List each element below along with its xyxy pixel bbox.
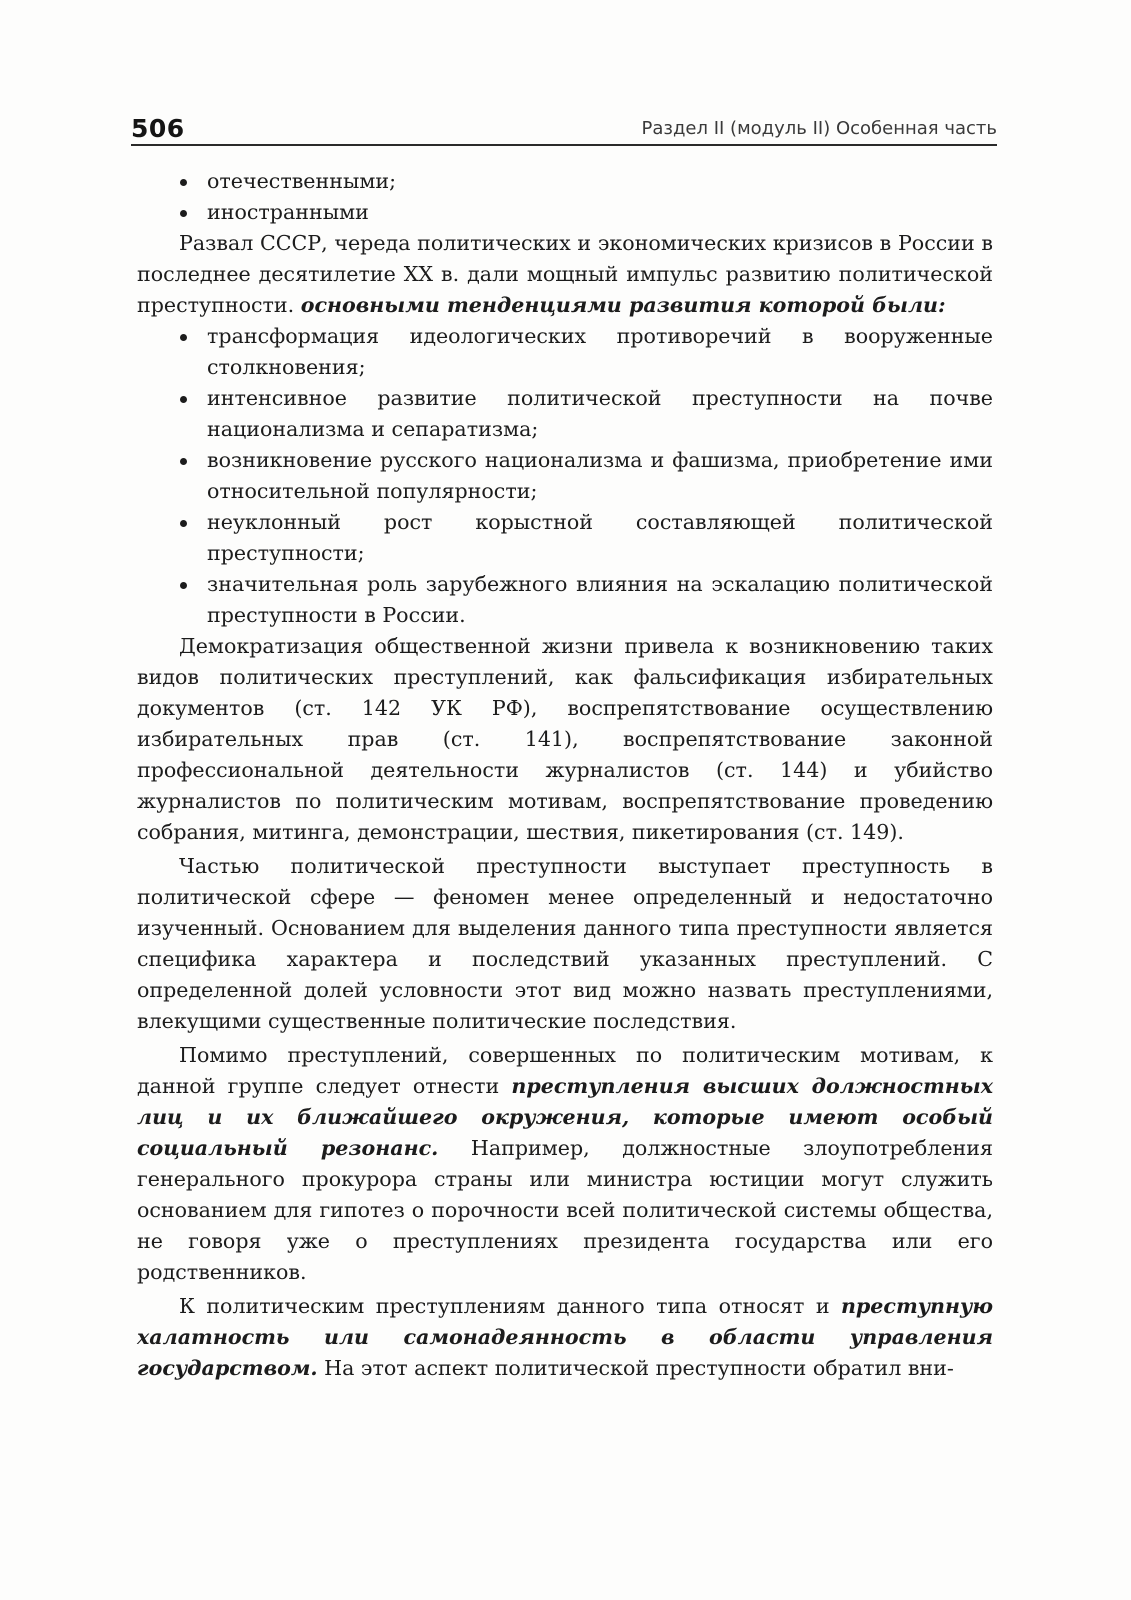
bullet-icon <box>180 396 187 403</box>
page-number: 506 <box>131 114 185 143</box>
list-item: неуклонный рост корыстной составляющей политической преступности; <box>137 507 993 569</box>
list-item: трансформация идеологических противоречий в вооруженные столкновения; <box>137 321 993 383</box>
list-item: возникновение русского национализма и фашизма, приобретение ими относительной популярности; <box>137 445 993 507</box>
paragraph-1: Развал СССР, череда политических и экономических кризисов в России в последнее десятилетие XX в. дали мощный импульс развитию политической преступности. основными тенденциями развития которой были: <box>137 231 993 317</box>
list-item: значительная роль зарубежного влияния на эскалацию политической преступности в России. <box>137 569 993 631</box>
page-content <box>137 166 993 1384</box>
list-item: отечественными; <box>137 166 993 197</box>
list-item: иностранными <box>137 197 993 228</box>
running-head: Раздел II (модуль II) Особенная часть <box>641 118 997 139</box>
italic-phrase: преступную халатность или самонадеянность в области управления государством. <box>137 1294 993 1380</box>
bullet-list-top <box>137 166 993 228</box>
page-header <box>131 112 997 146</box>
bullet-icon <box>180 210 187 217</box>
paragraph-4: Помимо преступлений, совершенных по политическим мотивам, к данной группе следует отнести преступления высших должностных лиц и их ближайшего окружения, которые имеют особый социальный резонанс. Например, должностные злоупотребления генерального прокурора страны или министра юстиции могут служить основанием для гипотез о порочности всей политической системы общества, не говоря уже о преступлениях президента государства или его родственников. <box>137 1043 994 1284</box>
paragraph-5: К политическим преступлениям данного типа относят и преступную халатность или самонадеянность в области управления государством. На этот аспект политической преступности обратил вни- <box>137 1294 993 1380</box>
paragraph-2: Демократизация общественной жизни привела к возникновению таких видов политических преступлений, как фальсификация избирательных документов (ст. 142 УК РФ), воспрепятствование осуществлению избирательных прав (ст. 141), воспрепятствование законной профессиональной деятельности журналистов (ст. 144) и убийство журналистов по политическим мотивам, воспрепятствование проведению собрания, митинга, демонстрации, шествия, пикетирования (ст. 149). <box>137 634 993 844</box>
bullet-icon <box>180 520 187 527</box>
paragraph-3: Частью политической преступности выступает преступность в политической сфере — феномен менее определенный и недостаточно изученный. Основанием для выделения данного типа преступности является специфика характера и последствий указанных преступлений. С определенной долей условности этот вид можно назвать преступлениями, влекущими существенные политические последствия. <box>137 854 993 1033</box>
bullet-icon <box>180 334 187 341</box>
bullet-icon <box>180 582 187 589</box>
italic-phrase: преступления высших должностных лиц и их ближайшего окружения, которые имеют особый социальный резонанс. <box>137 1074 994 1160</box>
bullet-icon <box>180 458 187 465</box>
list-item: интенсивное развитие политической преступности на почве национализма и сепаратизма; <box>137 383 993 445</box>
bullet-icon <box>180 179 187 186</box>
italic-phrase: основными тенденциями развития которой были: <box>300 293 946 317</box>
bullet-list-trends <box>137 321 993 631</box>
